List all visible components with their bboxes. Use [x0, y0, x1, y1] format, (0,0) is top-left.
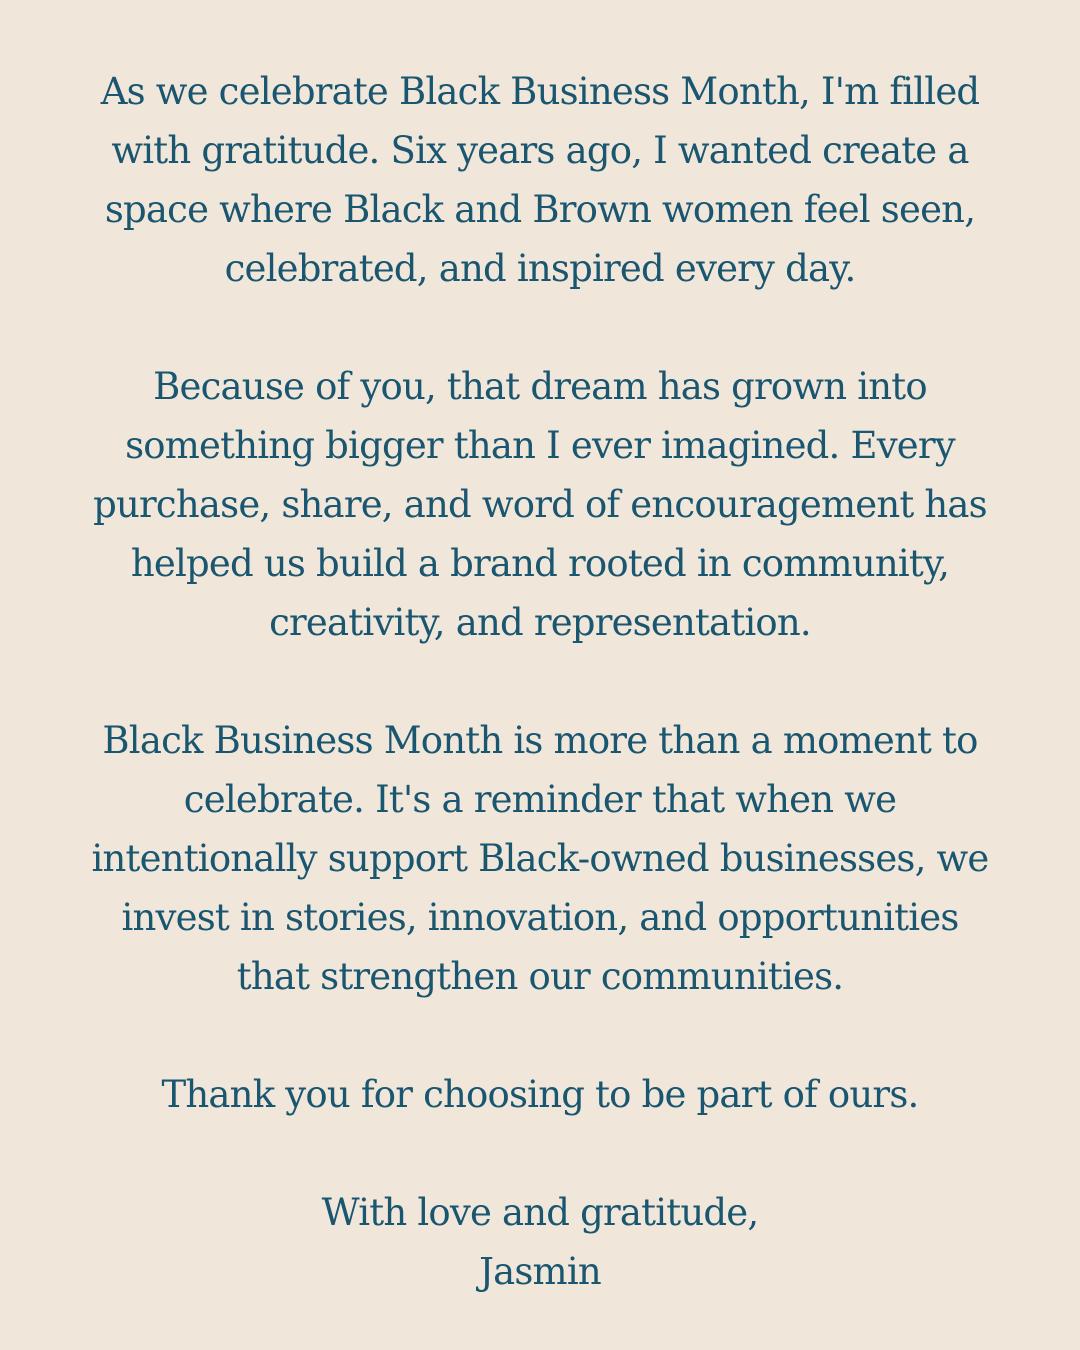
text-line: Because of you, that dream has grown into [153, 365, 927, 408]
text-line: celebrate. It's a reminder that when we [183, 778, 897, 821]
paragraph-intro [40, 62, 1040, 298]
text-line: Thank you for choosing to be part of ours. [161, 1073, 919, 1116]
text-line: invest in stories, innovation, and opportunities [121, 896, 959, 939]
letter-body [40, 62, 1040, 1301]
paragraph-spacer [40, 652, 1040, 711]
text-line: creativity, and representation. [269, 601, 811, 644]
paragraph-gratitude [40, 357, 1040, 652]
closing-line: With love and gratitude, [321, 1191, 759, 1234]
text-line: helped us build a brand rooted in community, [130, 542, 950, 585]
paragraph-black-business-month [40, 711, 1040, 1006]
text-line: that strengthen our communities. [236, 955, 844, 998]
signature: Jasmin [479, 1250, 601, 1293]
text-line: As we celebrate Black Business Month, I'm filled [100, 70, 980, 113]
text-line: Black Business Month is more than a moment to [102, 719, 978, 762]
text-line: something bigger than I ever imagined. Every [125, 424, 955, 467]
text-line: intentionally support Black-owned businesses, we [91, 837, 989, 880]
sign-off [40, 1183, 1040, 1301]
paragraph-spacer [40, 298, 1040, 357]
text-line: with gratitude. Six years ago, I wanted create a [111, 129, 969, 172]
paragraph-spacer [40, 1006, 1040, 1065]
paragraph-spacer [40, 1124, 1040, 1183]
text-line: purchase, share, and word of encouragement has [93, 483, 987, 526]
text-line: space where Black and Brown women feel seen, [104, 188, 976, 231]
text-line: celebrated, and inspired every day. [224, 247, 856, 290]
paragraph-thank-you [40, 1065, 1040, 1124]
